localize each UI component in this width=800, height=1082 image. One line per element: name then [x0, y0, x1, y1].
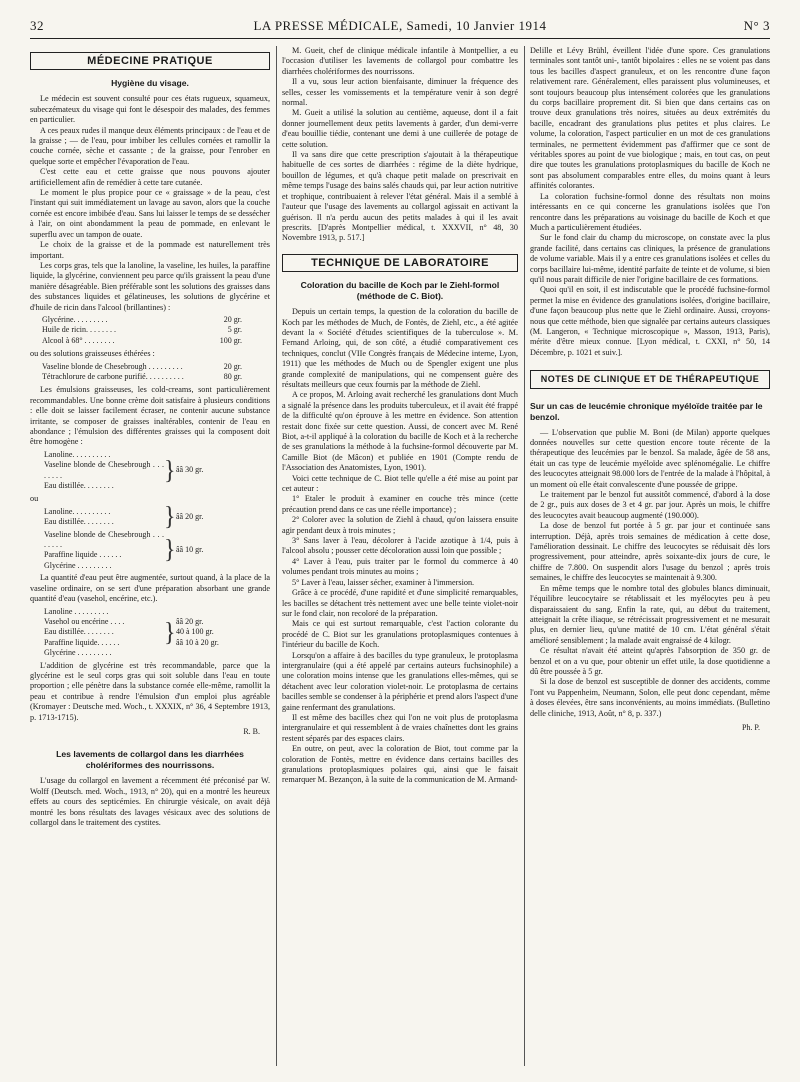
formula-group: Lanoline. . . . . . . . . . Eau distillée. . . . . . . . } ââ 20 gr.: [44, 502, 204, 532]
section-heading: TECHNIQUE DE LABORATOIRE: [282, 254, 518, 272]
technique-step: 1° Etaler le produit à examiner en couche très mince (cette précaution prend dans ce cas une réelle importance) ;: [282, 494, 518, 514]
paragraph: Si la dose de benzol est susceptible de donner des accidents, comme l'ont vu Pappenheim, Neumann, Solon, elle peut donc cependant, même à doses élevées, être sans inconvénients, au moins immédiats. (Bulletino delle cliniche, 1913, Août, n° 8, p. 337.): [530, 677, 770, 718]
paragraph: En outre, on peut, avec la coloration de Biot, tout comme par la coloration de Fontès, mettre en évidence dans certains bacilles des granulations protoplasmiques polaires qui, ainsi que le faisait remarquer M. Bezançon, à la suite de la communication de M. Armand-: [282, 744, 518, 785]
paragraph: ou: [30, 494, 39, 504]
paragraph: En même temps que le nombre total des globules blancs diminuait, l'équilibre leucocytaire se rétablissait et les myélocytes peu à peu disparaissaient du sang. Enfin la rate, qui, au début du traitement, atteignait la crête iliaque, se rétrécissait progressivement et ne mesurait plus, en dernier lieu, qu'une matité de 10 cm. L'état général s'était amélioré sensiblement ; la malade avait engraissé de 4 kilogr.: [530, 583, 770, 645]
formula-group: Lanoline . . . . . . . . . Vasehol ou encérine . . . . Eau distillée. . . . . . . . Paraffine liquide. . . . . . Glycérine . . . . . . . . . } ââ 20 gr. 40 à 100 gr. ââ 10 à 20 gr.: [44, 606, 219, 658]
paragraph: La coloration fuchsine-formol donne des résultats non moins intéressants en ce qui concerne les granulations isolées que l'on rencontre dans les préparations au voisinage du bacille de Koch et que Much a particulièrement étudiées.: [530, 191, 770, 232]
author-signature: Ph. P.: [741, 722, 760, 732]
header-rule: [30, 38, 770, 39]
brace-icon: }: [164, 502, 176, 532]
section-heading: MÉDECINE PRATIQUE: [30, 52, 270, 70]
paragraph: Les corps gras, tels que la lanoline, la vaseline, les huiles, la paraffine liquide, la glycérine, conviennent peu parce qu'ils graissent la peau d'une manière désagréable. Bien préférable sont les solutions des graisses dans des substances liquides et gélatineuses, les solutions de glycérine et d'huile de ricin dans l'alcool (brillantines) :: [30, 260, 270, 312]
paragraph: A ce propos, M. Arloing avait recherché les granulations dont Much a signalé la présence dans les produits tuberculeux, et il avait été frappé de la difficulté qu'on éprouve à les mettre en évidence. Son attention restait donc fixée sur cette question. Aussi, de concert avec M. René Biot, a-t-il appliqué à la coloration du bacille de Koch et à la recherche de ses granulations la méthode à la fuchsine-formol découverte par M. Camille Biot (de Mâcon) et publiée en 1901 (Compte rendu de l'Association des Anatomistes, Lyon, 1901).: [282, 390, 518, 473]
paragraph: Grâce à ce procédé, d'une rapidité et d'une simplicité remarquables, les bacilles se détachent très nettement avec une belle teinte violet-noir sur le fond clair, non recoloré de la préparation.: [282, 588, 518, 618]
brace-icon: }: [164, 536, 176, 565]
paragraph: Les émulsions graisseuses, les cold-creams, sont particulièrement recommandables. Une bonne crème doit satisfaire à plusieurs conditions : elle doit se laisser facilement écraser, ne contenir aucune substance irritante, se composer de graisses inaltérables, contenir de l'eau en abondance ; l'émulsion des différentes graisses qui la composent doit être homogène :: [30, 385, 270, 447]
formula-row: Vaseline blonde de Chesebrough . . . . . . . . . 20 gr.: [42, 361, 242, 371]
paragraph: Quoi qu'il en soit, il est indiscutable que le procédé fuchsine-formol permet la mise en évidence des granulations isolées, d'origine bacillaire, d'une façon beaucoup plus nette que le Ziehl ordinaire. Aussi, croyons-nous que cette méthode, bien que signalée par certains auteurs classiques (M. Langeron, « Technique microscopique », Masson, 1913, Paris), mérite d'être mieux connue. [Lyon médical, t. CXXI, n° 50, 14 Décembre, p. 1021 et suiv.].: [530, 285, 770, 357]
column-divider: [524, 46, 525, 1066]
paragraph: La quantité d'eau peut être augmentée, surtout quand, à la place de la vaseline ordinaire, on se sert d'une préparation absorbant une grande quantité d'eau (vasehol, encérine, etc.).: [30, 573, 270, 604]
formula-row: Tétrachlorure de carbone purifié. . . . . . . . . . 80 gr.: [42, 371, 242, 381]
formula-group: Vaseline blonde de Chesebrough . . . . . . . . Paraffine liquide . . . . . . Glycérine . . . . . . . . . } ââ 10 gr.: [44, 529, 204, 570]
paragraph: Voici cette technique de C. Biot telle qu'elle a été mise au point par cet auteur :: [282, 473, 518, 494]
section-heading: NOTES DE CLINIQUE ET DE THÉRAPEUTIQUE: [530, 370, 770, 388]
journal-title: LA PRESSE MÉDICALE, Samedi, 10 Janvier 1914: [253, 18, 547, 33]
paragraph: Le médecin est souvent consulté pour ces états rugueux, squameux, subeczémateux du visage qui font le désespoir des malades, des femmes en particulier.: [30, 94, 270, 125]
paragraph: La dose de benzol fut portée à 5 gr. par jour et continuée sans interruption. Déjà, après trois semaines de médication à cette dose, l'amélioration dessinait. Le chiffre des leucocytes se réduisait dès lors progressivement, pour atteindre, après soixante-dix jours de cure, le chiffre de 7.800. On suspendit alors l'usage du benzol ; après trois semaines, le chiffre des leucocytes se maintenait à 9.300.: [530, 521, 770, 583]
formula-row: Glycérine. . . . . . . . . 20 gr.: [42, 314, 242, 324]
column-1: [30, 46, 270, 828]
article-title: Les lavements de collargol dans les diarrhées cholériformes des nourrissons.: [56, 749, 244, 771]
author-signature: R. B.: [243, 726, 260, 736]
technique-step: 5° Laver à l'eau, laisser sécher, examiner à l'immersion.: [292, 577, 475, 587]
paragraph: ou des solutions graisseuses éthérées :: [30, 349, 155, 359]
paragraph: C'est cette eau et cette graisse que nous pouvons ajouter artificiellement afin de remédier à cette tare cutanée.: [30, 167, 270, 187]
brace-icon: }: [164, 456, 176, 485]
brace-icon: }: [164, 618, 176, 647]
formula-row: Huile de ricin. . . . . . . . 5 gr.: [42, 325, 242, 335]
paragraph: Mais ce qui est surtout remarquable, c'est l'action colorante du procédé de C. Biot sur les granulations protoplasmiques contenues à l'intérieur du bacille de Koch.: [282, 619, 518, 650]
technique-step: 3° Sans laver à l'eau, décolorer à l'acide azotique à 1/4, puis à l'alcool absolu ; pousser cette décoloration aussi loin que possible ;: [282, 536, 518, 556]
formula-group: Lanoline. . . . . . . . . . Vaseline blonde de Chesebrough . . . . . . . . Eau distillée. . . . . . . . } ââ 30 gr.: [44, 449, 204, 491]
page-number: 32: [30, 18, 44, 33]
paragraph: A ces peaux rudes il manque deux éléments principaux : de l'eau et de la graisse ; — de l'eau, pour imbiber les cellules cornées et ramollir la couche cornée, sèche et cassante ; de la graisse, pour l'enrober en quelque sorte et empêcher l'évaporation de l'eau.: [30, 125, 270, 166]
formula-table: [42, 315, 270, 346]
paragraph: Il va sans dire que cette prescription s'ajoutait à la thérapeutique habituelle de ces sortes de diarrhées : régime de la diète hydrique, bouillon de légumes, et qu'à chaque petit malade on prescrivait en même temps l'usage des bains salés chauds qui, par leur action nutritive et trophique, contribuaient à relever l'état général. Mais il a semblé à l'auteur que l'usage des lavements au collargol agissait en activant la guérison. Il n'a perdu aucun des petits malades à qui il les avait prescrits. [D'après Montpellier médical, t. XXXVII, n° 48, 30 Novembre 1913, p. 517.]: [282, 150, 518, 243]
paragraph: Il a vu, sous leur action bienfaisante, diminuer la fréquence des selles, cesser les vomissements et la température venir à son degré normal.: [282, 77, 518, 108]
column-divider: [276, 46, 277, 1066]
column-2: [282, 46, 518, 786]
formula-row: Alcool à 68° . . . . . . . . 100 gr.: [42, 335, 242, 345]
article-title: Coloration du bacille de Koch par le Ziehl-formol (méthode de C. Biot).: [300, 280, 500, 302]
paragraph: Sur le fond clair du champ du microscope, on constate avec la plus grande facilité, dans certains cas cliniques, la présence de granulations de volume variable. Mais il y a entre ces granulations isolées et celles du corps bacillaire lui-même, identité parfaite de teinte et de volume, si bien qu'il nous parait difficile de nier l'origine bacillaire de ces formations.: [530, 233, 770, 284]
paragraph: M. Gueit a utilisé la solution au centième, aqueuse, dont il a fait donner journellement deux petits lavements à garder, d'un demi-verre d'eau bouillie tiédie, contenant une demi à une cuillerée de potage de cette solution.: [282, 108, 518, 149]
paragraph: — L'observation que publie M. Boni (de Milan) apporte quelques données nouvelles sur cette question encore toute récente de la thérapeutique des leucémies par le benzol. Sa malade, âgée de 58 ans, était un cas type de leucémie myéloïde avec splénomégalie. Le chiffre des leucocytes atteignait 98.000 lors de l'entrée de la malade à l'hôpital, à un moment où elle était convalescente d'une poussée de grippe.: [530, 427, 770, 489]
paragraph: Le moment le plus propice pour ce « graissage » de la peau, c'est l'instant qui suit immédiatement un lavage au savon, alors que la couche cornée est encore imbibée d'eau. Sans lui laisser le temps de se dessécher à l'air, on oint abondamment la peau de pommade, en enlevant le superflu avec un tampon de ouate.: [30, 188, 270, 239]
paragraph: L'addition de glycérine est très recommandable, parce que la glycérine est le seul corps gras qui soit soluble dans l'eau en toute proportion ; elle pénètre dans la substance cornée elle-même, ramollit la peau et contribue à rendre l'émulsion d'un emploi plus agréable (Kromayer : Deutsche med. Woch., t. XXXIX, n° 36, 4 Septembre 1913, p. 1713-1715).: [30, 660, 270, 722]
paragraph: Le traitement par le benzol fut aussitôt commencé, d'abord à la dose de 2 gr., puis aux doses de 3 et 4 gr. par jour. Après un mois, le chiffre des leucocytes avait beaucoup augmenté (190.000).: [530, 490, 770, 520]
formula-table: [42, 362, 270, 383]
article-title: Hygiène du visage.: [111, 78, 189, 89]
technique-step: 2° Colorer avec la solution de Ziehl à chaud, qu'on laissera ensuite agir pendant deux à trois minutes ;: [282, 515, 518, 535]
column-3: [530, 46, 770, 745]
paragraph: Il est même des bacilles chez qui l'on ne voit plus de protoplasma intergranulaire et qui ressemblent à de vraies chaînettes dont les grains restent séparés par des espaces clairs.: [282, 712, 518, 743]
paragraph: Lorsqu'on a affaire à des bacilles du type granuleux, le protoplasma intergranulaire (qui a été appelé par certains auteurs fuchsinophile) a une coloration moins intense que les granulations elles-mêmes, qui se détachent avec leur coloration violet-noir. Le protoplasma de certains bacilles semble se condenser à la périphérie et prend alors l'aspect d'une gaine renfermant des granulations.: [282, 650, 518, 712]
paragraph: L'usage du collargol en lavement a récemment été préconisé par W. Wolff (Deutsch. med. Woch., 1913, n° 20), qui en a montré les heureux effets au cours des septicémies. En chirurgie vésicale, on avait déjà montré les bons résultats des lavages vésicaux avec des solutions de collargol dans le traitement des cystites.: [30, 776, 270, 827]
article-title: Sur un cas de leucémie chronique myéloïde traitée par le benzol.: [530, 400, 763, 422]
issue-number: N° 3: [743, 18, 770, 33]
paragraph: M. Gueit, chef de clinique médicale infantile à Montpellier, a eu l'occasion d'utiliser les lavements de collargol pour combattre les diarrhées cholériformes des nourrissons.: [282, 46, 518, 76]
page-header: [30, 18, 770, 36]
paragraph: Delille et Lévy Brühl, éveillent l'idée d'une spore. Ces granulations terminales sont tantôt uni-, tantôt bipolaires : elles ne se voient pas dans tous les bacilles d'aspect granuleux, et on les rencontre d'une façon relativement rare. Généralement, elles paraissent plus volumineuses, et sont toujours beaucoup plus intensément colorées que les granulations du corps bacillaire proprement dit. Si bien que dans certains cas on trouve deux granulations très noires, situées au deux extrémités du bacille, encadrant des granulations plus petites et plus claires. Le volume, la coloration, l'aspect particulier en un mot de ces granulations terminales, ne permettent évidemment pas d'affirmer que ce sont de véritables spores au point de vue biologique ; mais, en tout cas, on peut dire que toutes les granulations protoplasmiques du bacille de Koch ne sont pas absolument comparables entre elles, du moins quant à leurs affinités colorantes.: [530, 46, 770, 191]
paragraph: Le choix de la graisse et de la pommade est naturellement très important.: [30, 240, 270, 260]
paragraph: Ce résultat n'avait été atteint qu'après l'absorption de 350 gr. de benzol et on a vu que, pour obtenir un effet utile, la dose quotidienne a dû être poussée à 5 gr.: [530, 646, 770, 676]
paragraph: Depuis un certain temps, la question de la coloration du bacille de Koch par les méthodes de Much, de Fontès, de Ziehl, etc., a été agitée devant la « Société d'études scientifiques de la tuberculose ». M. Fernand Arloing, qui, de son côté, a étudié comparativement ces techniques, conclut (VIIe Congrès français de Médecine interne, Lyon, 1911) que les méthodes de Much ou de Spengler exigent une plus grande complexité de manipulations, qui ne compensent guère des résultats meilleurs que ceux fournis par la méthode de Ziehl.: [282, 307, 518, 389]
technique-step: 4° Laver à l'eau, puis traiter par le formol du commerce à 40 volumes pendant trois minutes au moins ;: [282, 556, 518, 577]
